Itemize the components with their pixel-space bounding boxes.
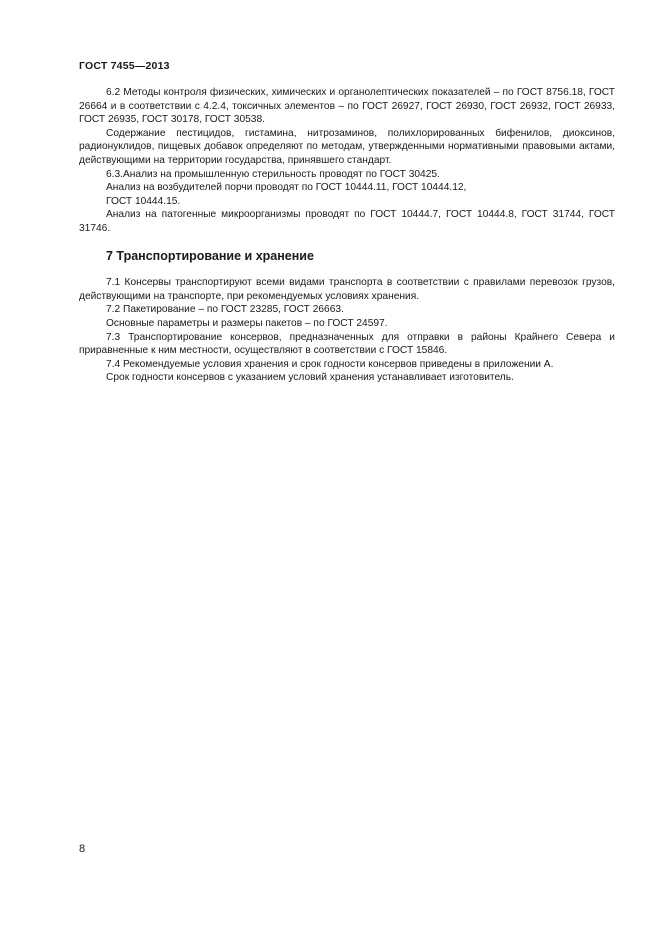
- paragraph-7-4: 7.4 Рекомендуемые условия хранения и срок годности консервов приведены в приложении А.: [106, 358, 554, 370]
- paragraph-spoilage-cont: ГОСТ 10444.15.: [106, 195, 181, 207]
- section-6-block: [79, 86, 615, 236]
- paragraph-packets: Основные параметры и размеры пакетов – по ГОСТ 24597.: [106, 317, 388, 329]
- section-7-title: 7 Транспортирование и хранение: [106, 248, 314, 263]
- paragraph-shelf-life: Срок годности консервов с указанием условий хранения устанавливает изготовитель.: [106, 372, 514, 384]
- paragraph-6-2: 6.2 Методы контроля физических, химических и органолептических показателей – по ГОСТ 8756.18, ГОСТ 26664 и в соответствии с 4.2.4, токсичных элементов – по ГОСТ 26927, ГОСТ 26930, ГОСТ 26932, ГОСТ 26933, ГОСТ 26935, ГОСТ 30178, ГОСТ 30538.: [79, 87, 615, 126]
- paragraph-pathogens: Анализ на патогенные микроорганизмы проводят по ГОСТ 10444.7, ГОСТ 10444.8, ГОСТ 31744, ГОСТ 31746.: [79, 209, 615, 234]
- document-header: ГОСТ 7455—2013: [79, 60, 170, 72]
- paragraph-6-3: 6.3.Анализ на промышленную стерильность проводят по ГОСТ 30425.: [106, 168, 440, 180]
- paragraph-7-3: 7.3 Транспортирование консервов, предназначенных для отправки в районы Крайнего Севера и приравненные к ним местности, осуществляют в соответствии с ГОСТ 15846.: [79, 331, 615, 357]
- section-7-block: [79, 276, 615, 385]
- paragraph-spoilage: Анализ на возбудителей порчи проводят по ГОСТ 10444.11, ГОСТ 10444.12,: [106, 182, 467, 194]
- page-number: 8: [79, 843, 86, 855]
- page-body: [79, 86, 615, 385]
- paragraph-7-2: 7.2 Пакетирование – по ГОСТ 23285, ГОСТ 26663.: [106, 304, 344, 316]
- paragraph-7-1: 7.1 Консервы транспортируют всеми видами транспорта в соответствии с правилами перевозок грузов, действующими на транспорте, при рекомендуемых условиях хранения.: [79, 277, 615, 302]
- paragraph-contaminants: Содержание пестицидов, гистамина, нитрозаминов, полихлорированных бифенилов, диоксинов, радионуклидов, пищевых добавок определяют по методам, утвержденными нормативными правовыми актами, действующими на территории государства, принявшего стандарт.: [79, 127, 615, 166]
